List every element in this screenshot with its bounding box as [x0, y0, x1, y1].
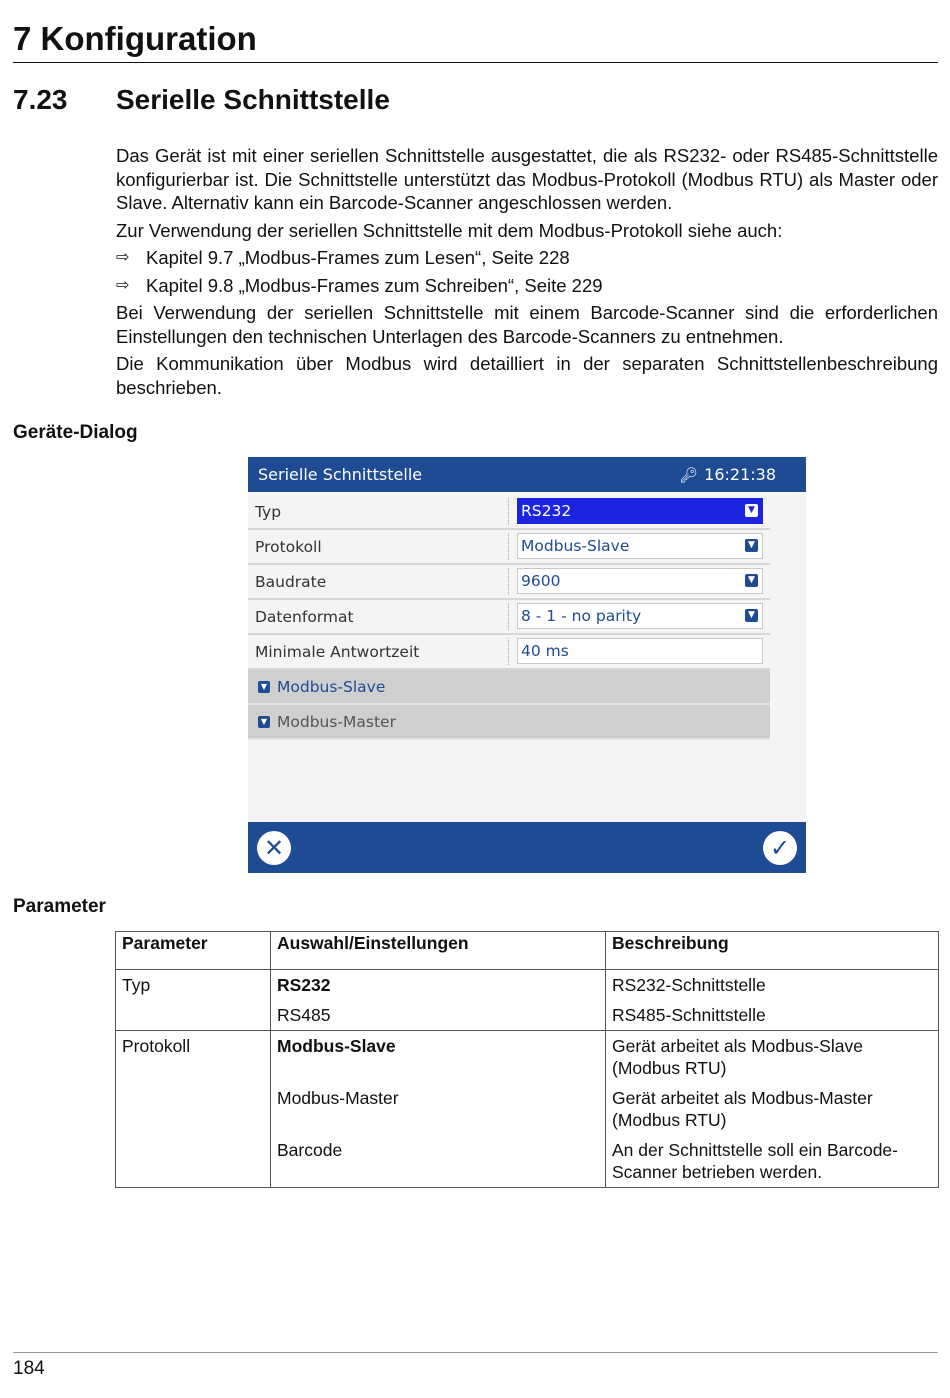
dropdown-value: 8 - 1 - no parity [521, 607, 642, 625]
arrow-right-icon: ⇨ [116, 249, 130, 266]
table-header-row [116, 932, 939, 970]
input-value: 40 ms [521, 642, 569, 660]
settings-list [248, 495, 770, 740]
section-title: Serielle Schnittstelle [116, 84, 390, 115]
separator [508, 638, 509, 665]
antwortzeit-input[interactable] [517, 638, 763, 664]
column-header: Auswahl/Einstellungen [271, 932, 606, 970]
table-cell [606, 1031, 939, 1188]
table-cell [606, 970, 939, 1031]
option: Barcode [277, 1140, 343, 1160]
table-cell [271, 1031, 606, 1188]
group-label: Modbus-Master [277, 712, 396, 731]
parameter-table [115, 931, 939, 1188]
cross-reference-text[interactable]: Kapitel 9.8 „Modbus-Frames zum Schreiben“, Seite 229 [146, 274, 603, 296]
intro-paragraph: Zur Verwendung der seriellen Schnittstelle mit dem Modbus-Protokoll siehe auch: [116, 219, 783, 241]
clock [679, 465, 776, 484]
setting-row-datenformat[interactable] [248, 600, 770, 635]
cancel-button[interactable] [257, 831, 291, 865]
parameter-name: Typ [122, 975, 151, 995]
setting-label: Baudrate [255, 572, 327, 591]
cross-reference[interactable] [116, 246, 938, 270]
chapter-title: 7 Konfiguration [13, 18, 938, 63]
setting-label: Typ [255, 502, 282, 521]
separator [508, 568, 509, 595]
option: Modbus-Master [277, 1088, 399, 1108]
description: RS232-Schnittstelle [612, 975, 766, 995]
dialog-title-bar [248, 457, 806, 492]
chevron-down-icon: ▼ [745, 504, 758, 517]
chevron-down-icon: ▼ [745, 574, 758, 587]
datenformat-dropdown[interactable] [517, 603, 763, 629]
table-cell [116, 1031, 271, 1188]
setting-label: Protokoll [255, 537, 322, 556]
page-number: 184 [13, 1358, 45, 1379]
user-key-icon: 🔑︎ [679, 465, 699, 484]
footer-divider [13, 1352, 938, 1353]
table-cell [271, 970, 606, 1031]
group-label: Modbus-Slave [277, 677, 386, 696]
section-heading [13, 82, 913, 118]
setting-row-antwortzeit[interactable] [248, 635, 770, 670]
description: RS485-Schnittstelle [612, 1005, 766, 1025]
intro-paragraph: Bei Verwendung der seriellen Schnittstelle mit einem Barcode-Scanner sind die erforderlichen Einstellungen den technischen Unterlagen des Barcode-Scanners zu entnehmen. [116, 302, 938, 347]
group-modbus-slave[interactable] [248, 670, 770, 705]
typ-dropdown[interactable] [517, 498, 763, 524]
setting-row-protokoll[interactable] [248, 530, 770, 565]
chevron-down-icon: ▼ [745, 539, 758, 552]
separator [508, 498, 509, 525]
chevron-down-icon: ▼ [745, 609, 758, 622]
intro-paragraph: Das Gerät ist mit einer seriellen Schnittstelle ausgestattet, die als RS232- oder RS485-Schnittstelle konfigurierbar ist. Die Schnittstelle unterstützt das Modbus-Protokoll (Modbus RTU) als Master oder Slave. Alternativ kann ein Barcode-Scanner angeschlossen werden. [116, 145, 938, 213]
table-cell [116, 970, 271, 1031]
intro-paragraph: Die Kommunikation über Modbus wird detailliert in der separaten Schnittstellenbeschreibung beschrieben. [116, 353, 938, 398]
option-default: Modbus-Slave [277, 1036, 396, 1056]
option-default: RS232 [277, 975, 331, 995]
separator [508, 603, 509, 630]
setting-row-typ[interactable] [248, 495, 770, 530]
description: An der Schnittstelle soll ein Barcode-Scanner betrieben werden. [612, 1140, 898, 1182]
group-modbus-master[interactable] [248, 705, 770, 740]
description: Gerät arbeitet als Modbus-Master (Modbus RTU) [612, 1088, 873, 1130]
setting-label: Minimale Antwortzeit [255, 642, 420, 661]
table-row [116, 970, 939, 1031]
parameter-name: Protokoll [122, 1036, 191, 1056]
device-dialog [248, 457, 806, 873]
dialog-heading: Geräte-Dialog [13, 422, 138, 443]
intro-text [116, 144, 938, 403]
cross-reference-text[interactable]: Kapitel 9.7 „Modbus-Frames zum Lesen“, Seite 228 [146, 247, 570, 268]
check-icon: ✓ [769, 834, 791, 862]
option: RS485 [277, 1005, 331, 1025]
column-header: Beschreibung [606, 932, 939, 970]
dialog-title: Serielle Schnittstelle [258, 465, 423, 484]
cross-reference[interactable] [116, 274, 938, 298]
dropdown-value: RS232 [521, 502, 572, 520]
description: Gerät arbeitet als Modbus-Slave (Modbus RTU) [612, 1036, 863, 1078]
setting-row-baudrate[interactable] [248, 565, 770, 600]
setting-label: Datenformat [255, 607, 354, 626]
baudrate-dropdown[interactable] [517, 568, 763, 594]
expand-icon: ▼ [258, 716, 270, 728]
confirm-button[interactable] [763, 831, 797, 865]
section-number: 7.23 [13, 84, 68, 115]
table-row [116, 1031, 939, 1188]
expand-icon: ▼ [258, 681, 270, 693]
separator [508, 533, 509, 560]
arrow-right-icon: ⇨ [116, 276, 130, 294]
dropdown-value: Modbus-Slave [521, 537, 630, 555]
dropdown-value: 9600 [521, 572, 561, 590]
clock-time: 16:21:38 [704, 465, 776, 484]
dialog-footer [248, 822, 806, 873]
protokoll-dropdown[interactable] [517, 533, 763, 559]
column-header: Parameter [116, 932, 271, 970]
parameter-heading: Parameter [13, 896, 106, 917]
close-icon: ✕ [263, 834, 285, 862]
